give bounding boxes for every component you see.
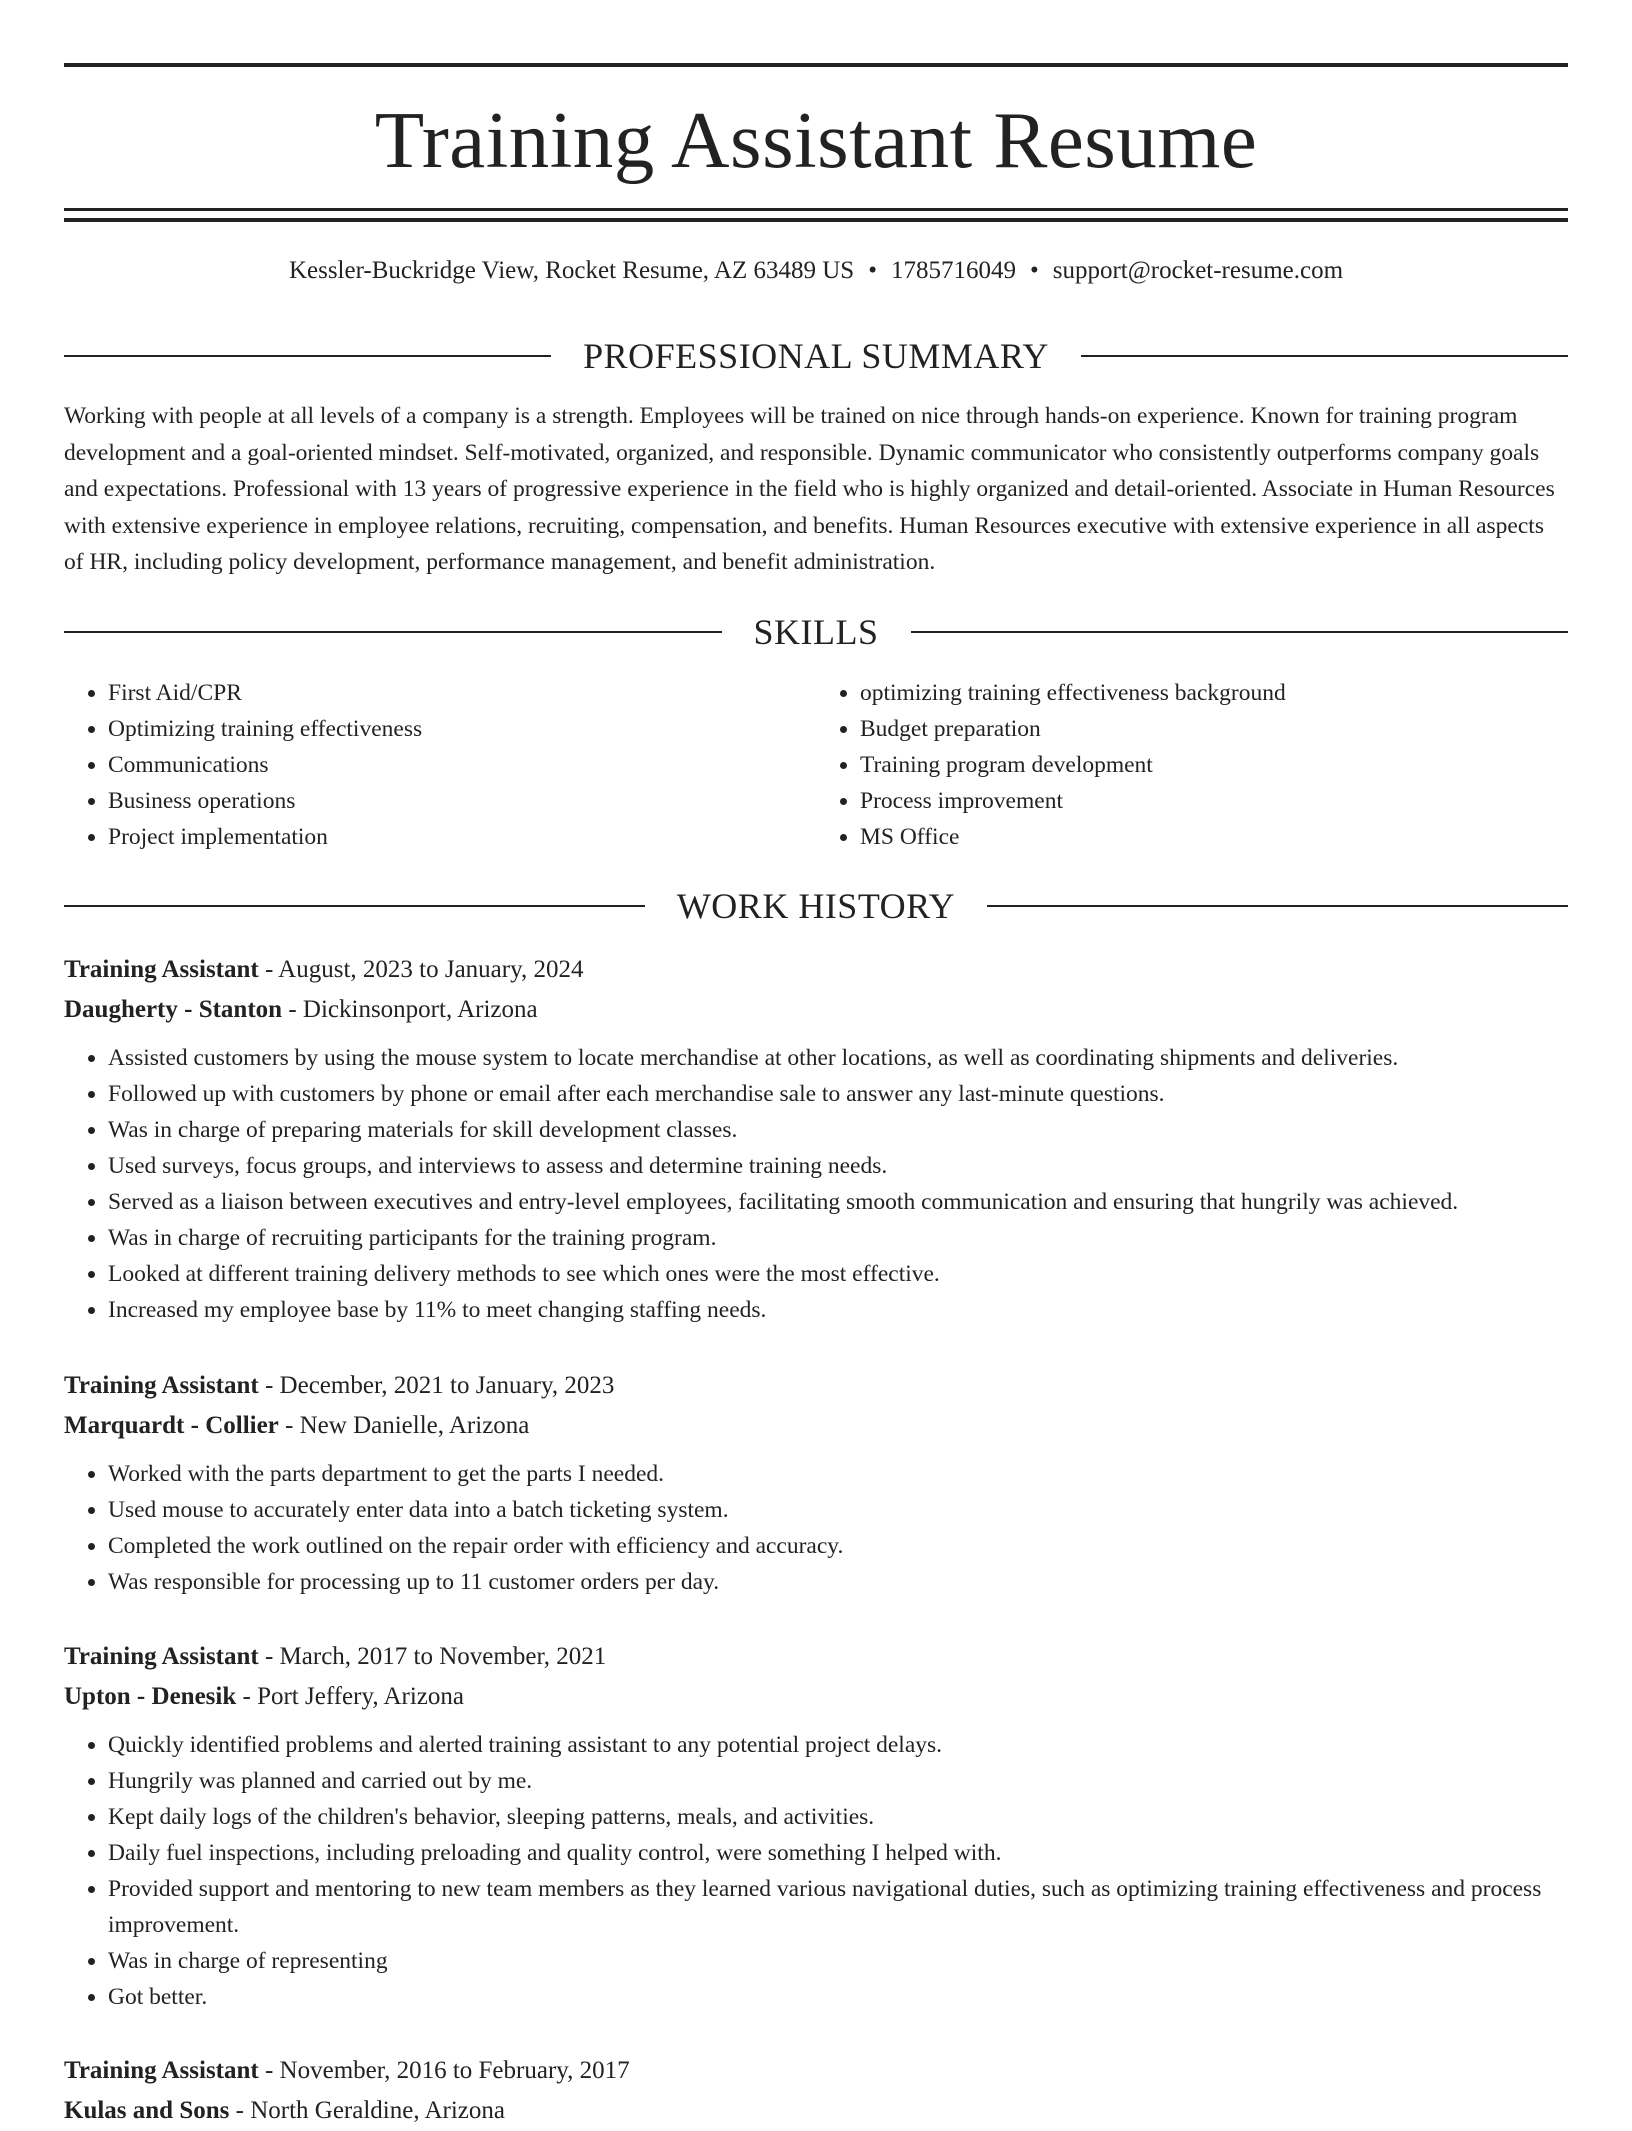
job-company: Kulas and Sons [64, 2097, 230, 2124]
heading-rule-left [64, 905, 645, 907]
skill-item: • optimizing training effectiveness background [860, 675, 1568, 711]
job-bullet: • Quickly identified problems and alerted training assistant to any potential project delays. [108, 1727, 1568, 1763]
job-title: Training Assistant [64, 1372, 259, 1399]
skill-item: • Process improvement [860, 783, 1568, 819]
top-rule [64, 63, 1568, 67]
job-dates: - November, 2016 to February, 2017 [258, 2057, 630, 2084]
contact-email: support@rocket-resume.com [1052, 257, 1344, 284]
job-bullet: • Was in charge of preparing materials for skill development classes. [108, 1112, 1568, 1148]
skills-list [64, 675, 1568, 855]
section-title-work: WORK HISTORY [676, 886, 956, 926]
section-heading-summary [64, 334, 1568, 378]
job-title-line [64, 950, 1568, 990]
job-title-line [64, 1366, 1568, 1406]
job-bullet: • Assisted customers by using the mouse system to locate merchandise at other locations, as well as coordinating shipments and deliveries. [108, 1040, 1568, 1076]
contact-line [64, 253, 1568, 289]
job-company: Daugherty - Stanton [64, 996, 283, 1023]
job-dates: - March, 2017 to November, 2021 [258, 1643, 607, 1670]
job-dates: - August, 2023 to January, 2024 [258, 956, 584, 983]
section-title-skills: SKILLS [753, 612, 879, 652]
job-company-line [64, 2091, 1568, 2131]
job-bullet: • Looked at different training delivery methods to see which ones were the most effective. [108, 1256, 1568, 1292]
contact-address: Kessler-Buckridge View, Rocket Resume, AZ 63489 US [288, 257, 855, 284]
skill-item: • Training program development [860, 747, 1568, 783]
contact-separator: • [868, 257, 877, 284]
skill-item: • First Aid/CPR [108, 675, 816, 711]
job-bullet: • Got better. [108, 1979, 1568, 2015]
job-bullet: • Completed the work outlined on the repair order with efficiency and accuracy. [108, 1528, 1568, 1564]
job-bullets [64, 1040, 1568, 1328]
job-bullet: • Served as a liaison between executives and entry-level employees, facilitating smooth communication and ensuring that hungrily was achieved. [108, 1184, 1568, 1220]
job-bullet: • Kept daily logs of the children's behavior, sleeping patterns, meals, and activities. [108, 1799, 1568, 1835]
job-company-line [64, 1406, 1568, 1446]
job-entry [64, 1366, 1568, 1600]
job-bullet: • Was in charge of recruiting participants for the training program. [108, 1220, 1568, 1256]
skills-column-right [816, 675, 1568, 855]
job-bullet: • Followed up with customers by phone or email after each merchandise sale to answer any last-minute questions. [108, 1076, 1568, 1112]
job-location: - Dickinsonport, Arizona [282, 996, 538, 1023]
job-bullets [64, 1456, 1568, 1600]
job-bullet: • Hungrily was planned and carried out by me. [108, 1763, 1568, 1799]
job-title: Training Assistant [64, 2057, 259, 2084]
heading-rule-right [987, 905, 1568, 907]
job-title-line [64, 2051, 1568, 2091]
job-bullet: • Was in charge of representing [108, 1943, 1568, 1979]
job-bullet: • Was responsible for processing up to 11 customer orders per day. [108, 1564, 1568, 1600]
skill-item: • Business operations [108, 783, 816, 819]
job-title: Training Assistant [64, 956, 259, 983]
job-bullet: • Daily fuel inspections, including preloading and quality control, were something I helped with. [108, 1835, 1568, 1871]
job-bullet: • Increased my employee base by 11% to meet changing staffing needs. [108, 1292, 1568, 1328]
job-bullet: • Used mouse to accurately enter data into a batch ticketing system. [108, 1492, 1568, 1528]
job-company: Upton - Denesik [64, 1683, 237, 1710]
skill-item: • MS Office [860, 819, 1568, 855]
contact-separator: • [1029, 257, 1039, 284]
job-company-line [64, 990, 1568, 1030]
job-bullets [64, 1727, 1568, 2015]
section-heading-skills [64, 610, 1568, 654]
job-location: - North Geraldine, Arizona [229, 2097, 505, 2124]
job-bullet: • Worked with the parts department to get the parts I needed. [108, 1456, 1568, 1492]
job-entry [64, 950, 1568, 1328]
skill-item: • Optimizing training effectiveness [108, 711, 816, 747]
heading-rule-right [911, 631, 1569, 633]
heading-rule-right [1081, 355, 1568, 357]
job-entry [64, 2051, 1568, 2131]
job-location: - New Danielle, Arizona [278, 1412, 530, 1439]
job-bullet: • Provided support and mentoring to new team members as they learned various navigational duties, such as optimizing training effectiveness and process improvement. [108, 1871, 1568, 1943]
skill-item: • Budget preparation [860, 711, 1568, 747]
job-company: Marquardt - Collier [64, 1412, 279, 1439]
heading-rule-left [64, 631, 722, 633]
title-double-rule [64, 208, 1568, 222]
skill-item: • Project implementation [108, 819, 816, 855]
resume-title: Training Assistant Resume [374, 95, 1258, 185]
summary-paragraph: Working with people at all levels of a company is a strength. Employees will be trained on nice through hands-on experience. Known for training program development and a goal-oriented mindset. Self-motivated, organized, and responsible. Dynamic communicator who consistently outperforms company goals and expectations. Professional with 13 years of progressive experience in the field who is highly organized and detail-oriented. Associate in Human Resources with extensive experience in employee relations, recruiting, compensation, and benefits. Human Resources executive with extensive experience in all aspects of HR, including policy development, performance management, and benefit administration. [64, 403, 1555, 575]
heading-rule-left [64, 355, 551, 357]
job-entry [64, 1637, 1568, 2015]
section-heading-work [64, 884, 1568, 928]
job-title: Training Assistant [64, 1643, 259, 1670]
skills-column-left [64, 675, 816, 855]
section-title-summary: PROFESSIONAL SUMMARY [583, 336, 1049, 376]
job-title-line [64, 1637, 1568, 1677]
skill-item: • Communications [108, 747, 816, 783]
job-company-line [64, 1677, 1568, 1717]
contact-phone: 1785716049 [890, 257, 1016, 284]
job-bullet: • Used surveys, focus groups, and interviews to assess and determine training needs. [108, 1148, 1568, 1184]
job-location: - Port Jeffery, Arizona [236, 1683, 464, 1710]
job-dates: - December, 2021 to January, 2023 [258, 1372, 615, 1399]
